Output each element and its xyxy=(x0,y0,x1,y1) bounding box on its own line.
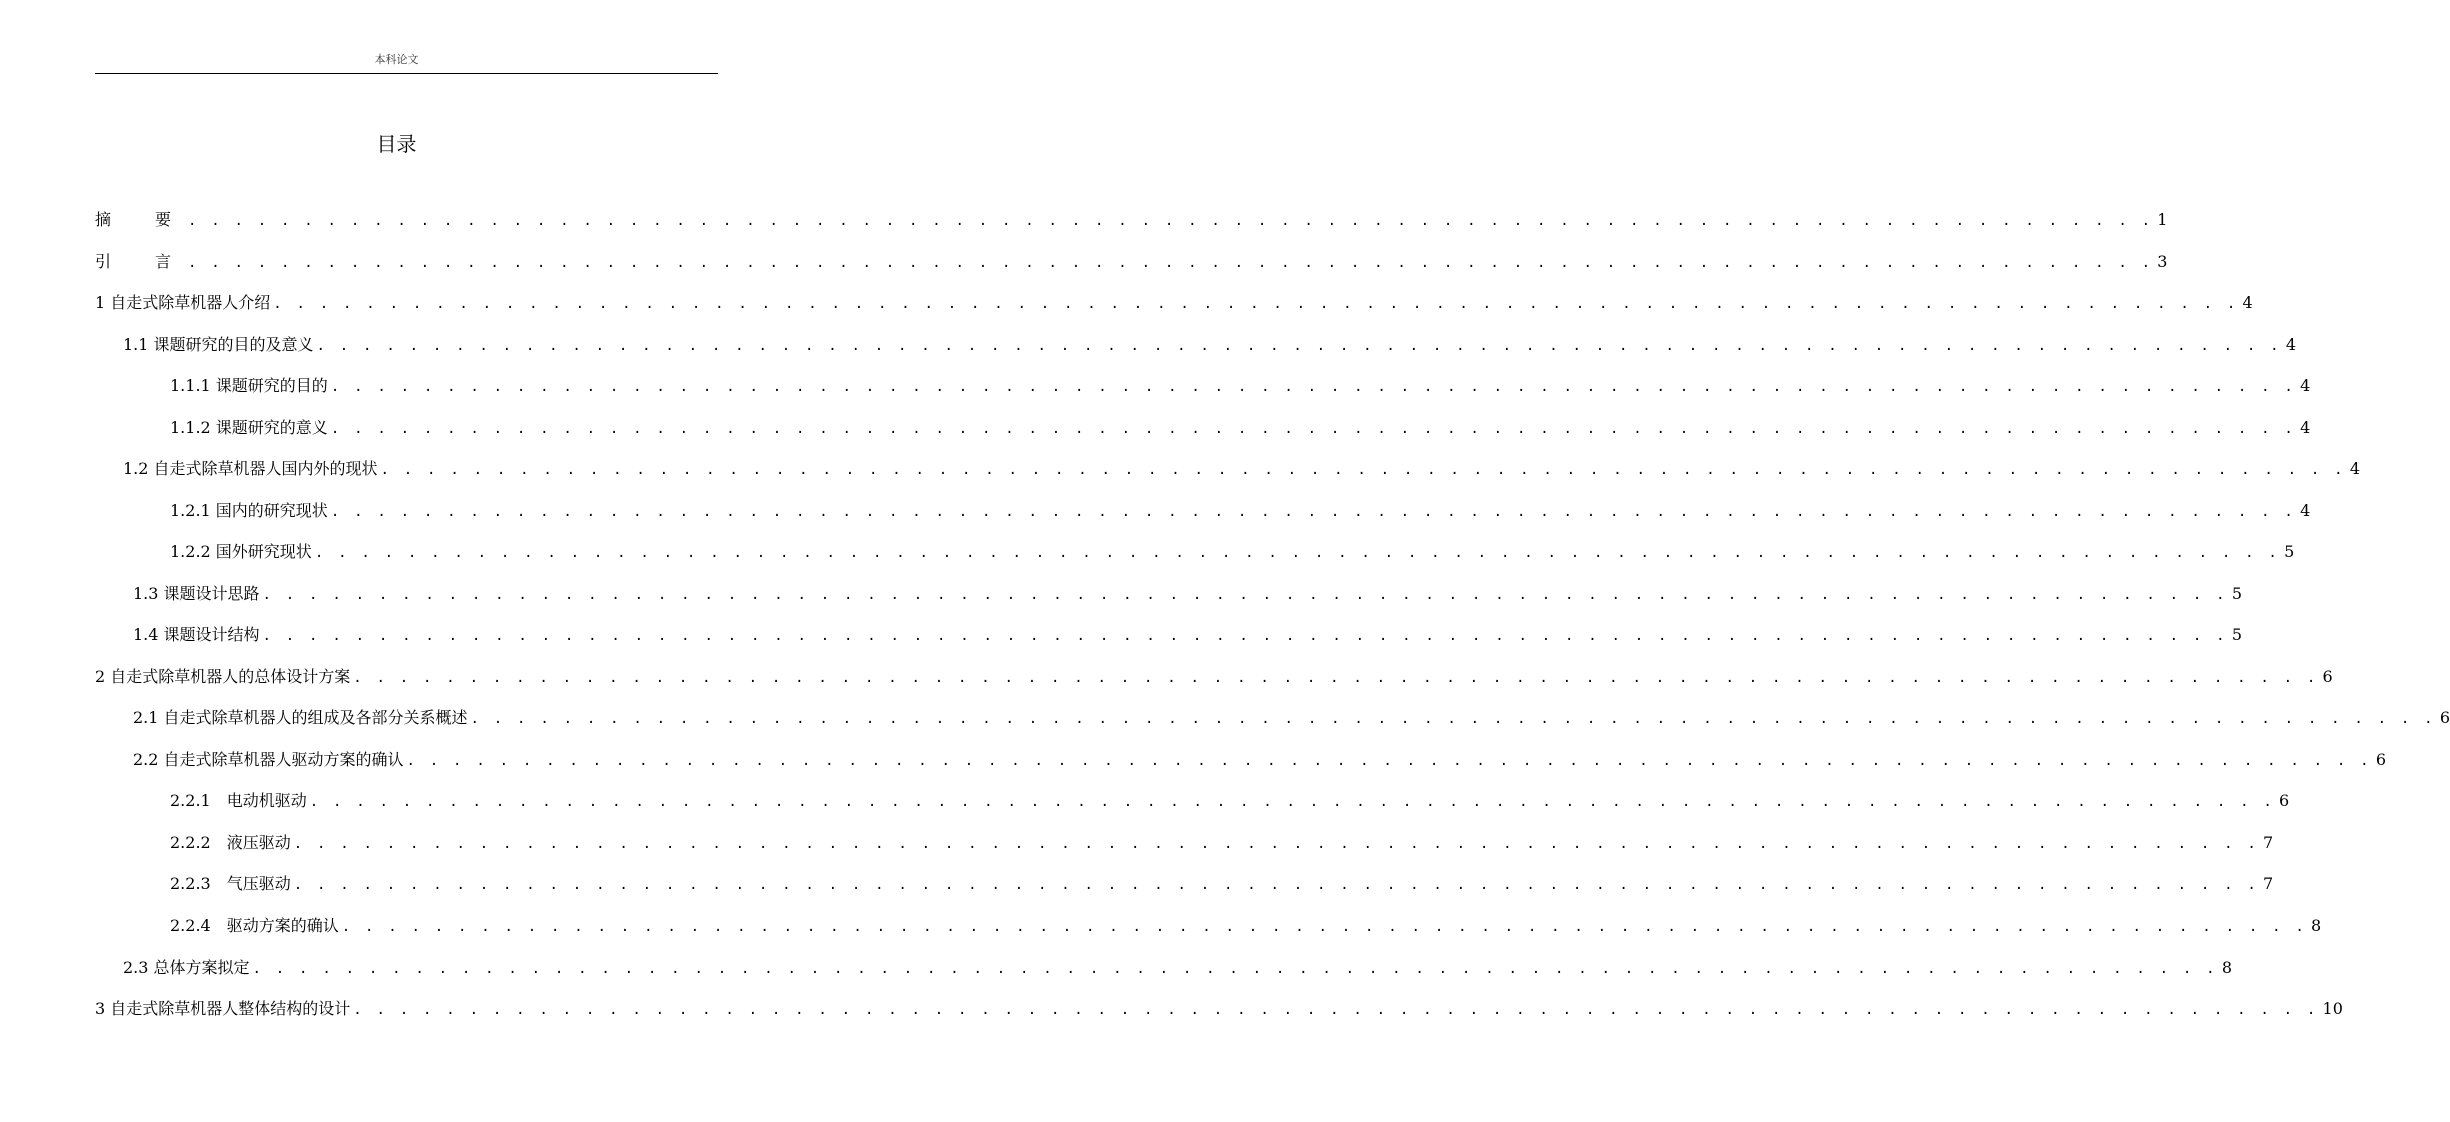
toc-entry-label: 摘 要 xyxy=(95,210,186,229)
toc-entry-label: 1.2.2 国外研究现状 xyxy=(170,542,312,561)
toc-entry-page: 10 xyxy=(2322,999,2343,1018)
toc-leader-dots: . . . . . . . . . . . . . . . . . . . . . . . . . . . . . . . . . . . . . . . . . . . . . . . . . . . . . . . . . . . . . . . . . . . . . . . . . . . . . . . . . . . . . xyxy=(188,255,2154,271)
toc-entry-label: 1.2 自走式除草机器人国内外的现状 xyxy=(123,459,378,478)
toc-leader-dots: . . . . . . . . . . . . . . . . . . . . . . . . . . . . . . . . . . . . . . . . . . . . . . . . . . . . . . . . . . . . . . . . . . . . . . . . . . . . . . . . . . . . . xyxy=(380,462,2346,478)
toc-leader-dots: . . . . . . . . . . . . . . . . . . . . . . . . . . . . . . . . . . . . . . . . . . . . . . . . . . . . . . . . . . . . . . . . . . . . . . . . . . . . . . . . . . . . . xyxy=(314,545,2281,561)
toc-entry-label: 1.1.1 课题研究的目的 xyxy=(170,376,328,395)
toc-leader-dots: . . . . . . . . . . . . . . . . . . . . . . . . . . . . . . . . . . . . . . . . . . . . . . . . . . . . . . . . . . . . . . . . . . . . . . . . . . . . . . . . . . . . . xyxy=(273,296,2239,312)
toc-entry-2-2[interactable] xyxy=(133,748,2386,772)
toc-entry-page: 3 xyxy=(2157,252,2168,271)
toc-leader-dots: . . . . . . . . . . . . . . . . . . . . . . . . . . . . . . . . . . . . . . . . . . . . . . . . . . . . . . . . . . . . . . . . . . . . . . . . . . . . . . . . . . . . . xyxy=(406,753,2372,769)
toc-entry-page: 6 xyxy=(2439,708,2450,727)
toc-entry-2-1[interactable] xyxy=(133,706,2450,730)
toc-entry-chapter-3[interactable] xyxy=(95,997,2343,1021)
toc-leader-dots: . . . . . . . . . . . . . . . . . . . . . . . . . . . . . . . . . . . . . . . . . . . . . . . . . . . . . . . . . . . . . . . . . . . . . . . . . . . . . . . . . . . . . xyxy=(341,919,2307,935)
toc-entry-1-1-2[interactable] xyxy=(170,416,2311,440)
running-header: 本科论文 xyxy=(374,53,419,66)
toc-entry-1-2-1[interactable] xyxy=(170,499,2311,523)
toc-entry-page: 6 xyxy=(2278,791,2290,810)
toc-entry-introduction[interactable] xyxy=(95,250,2168,274)
toc-entry-label: 2.3 总体方案拟定 xyxy=(123,958,250,977)
toc-entry-page: 6 xyxy=(2375,750,2386,769)
toc-entry-1-4[interactable] xyxy=(133,623,2242,647)
toc-entry-page: 4 xyxy=(2300,376,2311,395)
toc-leader-dots: . . . . . . . . . . . . . . . . . . . . . . . . . . . . . . . . . . . . . . . . . . . . . . . . . . . . . . . . . . . . . . . . . . . . . . . . . . . . . . . . . . . . . xyxy=(316,338,2282,354)
toc-entry-label: 1.2.1 国内的研究现状 xyxy=(170,501,328,520)
toc-entry-label: 2.2.2 液压驱动 xyxy=(170,833,291,852)
toc-entry-page: 4 xyxy=(2300,418,2311,437)
toc-entry-page: 8 xyxy=(2310,916,2322,935)
toc-leader-dots: . . . . . . . . . . . . . . . . . . . . . . . . . . . . . . . . . . . . . . . . . . . . . . . . . . . . . . . . . . . . . . . . . . . . . . . . . . . . . . . . . . . . . xyxy=(470,711,2436,727)
toc-entry-label: 1.4 课题设计结构 xyxy=(133,625,260,644)
toc-leader-dots: . . . . . . . . . . . . . . . . . . . . . . . . . . . . . . . . . . . . . . . . . . . . . . . . . . . . . . . . . . . . . . . . . . . . . . . . . . . . . . . . . . . . . xyxy=(188,213,2154,229)
toc-entry-label: 2.2.4 驱动方案的确认 xyxy=(170,916,339,935)
page-title: 目录 xyxy=(376,132,417,156)
toc-entry-label: 3 自走式除草机器人整体结构的设计 xyxy=(95,999,351,1018)
toc-leader-dots: . . . . . . . . . . . . . . . . . . . . . . . . . . . . . . . . . . . . . . . . . . . . . . . . . . . . . . . . . . . . . . . . . . . . . . . . . . . . . . . . . . . . . xyxy=(330,504,2297,520)
toc-leader-dots: . . . . . . . . . . . . . . . . . . . . . . . . . . . . . . . . . . . . . . . . . . . . . . . . . . . . . . . . . . . . . . . . . . . . . . . . . . . . . . . . . . . . . xyxy=(252,961,2218,977)
toc-entry-page: 6 xyxy=(2322,667,2333,686)
toc-entry-1-1-1[interactable] xyxy=(170,374,2311,398)
toc-leader-dots: . . . . . . . . . . . . . . . . . . . . . . . . . . . . . . . . . . . . . . . . . . . . . . . . . . . . . . . . . . . . . . . . . . . . . . . . . . . . . . . . . . . . . xyxy=(309,794,2275,810)
toc-entry-page: 5 xyxy=(2284,542,2295,561)
toc-leader-dots: . . . . . . . . . . . . . . . . . . . . . . . . . . . . . . . . . . . . . . . . . . . . . . . . . . . . . . . . . . . . . . . . . . . . . . . . . . . . . . . . . . . . . xyxy=(330,421,2297,437)
toc-leader-dots: . . . . . . . . . . . . . . . . . . . . . . . . . . . . . . . . . . . . . . . . . . . . . . . . . . . . . . . . . . . . . . . . . . . . . . . . . . . . . . . . . . . . . xyxy=(293,836,2259,852)
toc-entry-2-2-4[interactable] xyxy=(170,914,2322,938)
toc-entry-label: 1 自走式除草机器人介绍 xyxy=(95,293,271,312)
toc-entry-label: 引 言 xyxy=(95,252,186,271)
toc-leader-dots: . . . . . . . . . . . . . . . . . . . . . . . . . . . . . . . . . . . . . . . . . . . . . . . . . . . . . . . . . . . . . . . . . . . . . . . . . . . . . . . . . . . . . xyxy=(293,877,2259,893)
toc-entry-chapter-1[interactable] xyxy=(95,291,2253,315)
toc-entry-page: 4 xyxy=(2349,459,2360,478)
toc-leader-dots: . . . . . . . . . . . . . . . . . . . . . . . . . . . . . . . . . . . . . . . . . . . . . . . . . . . . . . . . . . . . . . . . . . . . . . . . . . . . . . . . . . . . . xyxy=(262,587,2228,603)
toc-entry-label: 2 自走式除草机器人的总体设计方案 xyxy=(95,667,351,686)
toc-entry-label: 2.2.3 气压驱动 xyxy=(170,874,291,893)
toc-entry-2-2-2[interactable] xyxy=(170,831,2274,855)
toc-entry-page: 4 xyxy=(2300,501,2311,520)
toc-entry-label: 1.1 课题研究的目的及意义 xyxy=(123,335,314,354)
toc-entry-label: 2.2 自走式除草机器人驱动方案的确认 xyxy=(133,750,404,769)
toc-entry-page: 8 xyxy=(2221,958,2232,977)
toc-entry-page: 1 xyxy=(2157,210,2168,229)
toc-entry-2-3[interactable] xyxy=(123,956,2232,980)
toc-entry-1-1[interactable] xyxy=(123,333,2296,357)
toc-entry-abstract[interactable] xyxy=(95,208,2168,232)
header-rule xyxy=(95,73,718,74)
toc-entry-page: 5 xyxy=(2231,584,2242,603)
toc-leader-dots: . . . . . . . . . . . . . . . . . . . . . . . . . . . . . . . . . . . . . . . . . . . . . . . . . . . . . . . . . . . . . . . . . . . . . . . . . . . . . . . . . . . . . xyxy=(353,1002,2319,1018)
toc-entry-1-2-2[interactable] xyxy=(170,540,2295,564)
toc-entry-page: 5 xyxy=(2231,625,2242,644)
toc-entry-1-3[interactable] xyxy=(133,582,2242,606)
toc-leader-dots: . . . . . . . . . . . . . . . . . . . . . . . . . . . . . . . . . . . . . . . . . . . . . . . . . . . . . . . . . . . . . . . . . . . . . . . . . . . . . . . . . . . . . xyxy=(330,379,2297,395)
toc-entry-label: 1.1.2 课题研究的意义 xyxy=(170,418,328,437)
toc-entry-page: 4 xyxy=(2242,293,2253,312)
toc-leader-dots: . . . . . . . . . . . . . . . . . . . . . . . . . . . . . . . . . . . . . . . . . . . . . . . . . . . . . . . . . . . . . . . . . . . . . . . . . . . . . . . . . . . . . xyxy=(353,670,2319,686)
toc-entry-label: 1.3 课题设计思路 xyxy=(133,584,260,603)
toc-entry-1-2[interactable] xyxy=(123,457,2360,481)
toc-entry-2-2-1[interactable] xyxy=(170,789,2290,813)
toc-entry-page: 4 xyxy=(2285,335,2296,354)
toc-entry-label: 2.1 自走式除草机器人的组成及各部分关系概述 xyxy=(133,708,468,727)
toc-entry-page: 7 xyxy=(2262,874,2274,893)
toc-leader-dots: . . . . . . . . . . . . . . . . . . . . . . . . . . . . . . . . . . . . . . . . . . . . . . . . . . . . . . . . . . . . . . . . . . . . . . . . . . . . . . . . . . . . . xyxy=(262,628,2228,644)
toc-entry-chapter-2[interactable] xyxy=(95,665,2333,689)
toc-entry-2-2-3[interactable] xyxy=(170,872,2274,896)
toc-entry-page: 7 xyxy=(2262,833,2274,852)
toc-entry-label: 2.2.1 电动机驱动 xyxy=(170,791,307,810)
